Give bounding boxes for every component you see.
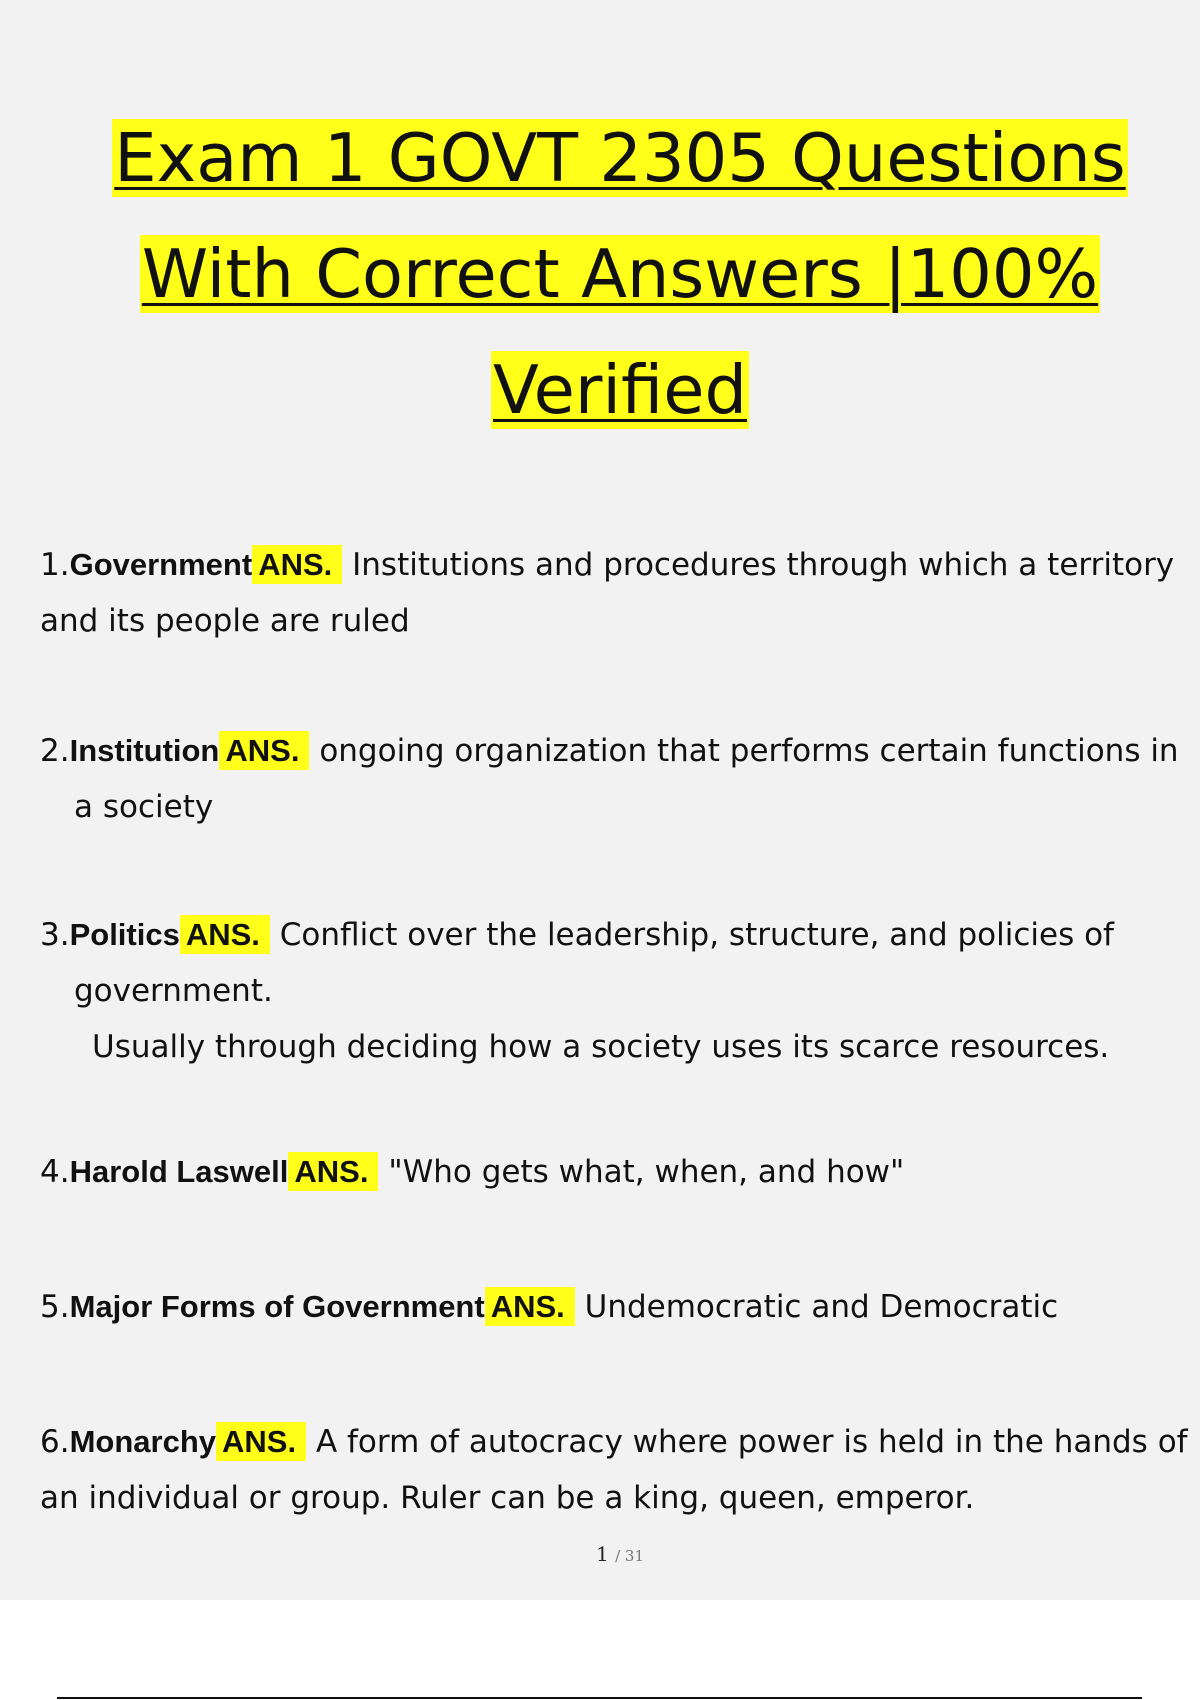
- answer-text: Conflict over the leadership, structure, and policies of government.: [74, 917, 1114, 1009]
- page-number: [0, 1542, 1200, 1566]
- question-term: Government: [69, 547, 253, 582]
- total-pages: / 31: [615, 1547, 644, 1565]
- answer-text: Institutions and procedures through which a territory and its people are ruled: [40, 547, 1175, 639]
- question-term: Harold Laswell: [69, 1154, 289, 1189]
- title-line-3: Verified: [493, 351, 747, 429]
- question-number: 6.: [40, 1424, 70, 1460]
- question-item-6: [40, 1414, 1190, 1526]
- answer-text: ongoing organization that performs certain functions in a society: [74, 733, 1179, 825]
- answer-label: ANS.: [180, 915, 270, 954]
- answer-label: ANS.: [252, 545, 342, 584]
- current-page: 1: [595, 1542, 609, 1566]
- title-line-2: With Correct Answers |100%: [141, 235, 1099, 313]
- answer-label: ANS.: [485, 1287, 575, 1326]
- next-page-divider: [57, 1697, 1142, 1699]
- question-item-1: [40, 537, 1190, 649]
- question-item-4: [40, 1144, 1190, 1200]
- answer-extra-text: Usually through deciding how a society uses its scarce resources.: [92, 1029, 1110, 1065]
- answer-text: "Who gets what, when, and how": [388, 1154, 905, 1190]
- question-term: Institution: [69, 733, 220, 768]
- question-term: Monarchy: [69, 1424, 216, 1459]
- question-number: 2.: [40, 733, 70, 769]
- question-number: 3.: [40, 917, 70, 953]
- question-item-2: [40, 723, 1190, 835]
- question-number: 5.: [40, 1289, 70, 1325]
- answer-label: ANS.: [219, 731, 309, 770]
- question-item-5: [40, 1279, 1190, 1335]
- title-line-1: Exam 1 GOVT 2305 Questions: [114, 119, 1126, 197]
- question-term: Politics: [69, 917, 180, 952]
- answer-label: ANS.: [216, 1422, 306, 1461]
- answer-label: ANS.: [288, 1152, 378, 1191]
- question-number: 1.: [40, 547, 70, 583]
- document-title: [60, 100, 1180, 448]
- question-number: 4.: [40, 1154, 70, 1190]
- answer-text: A form of autocracy where power is held in the hands of an individual or group. Ruler can be a king, queen, emperor.: [40, 1424, 1188, 1516]
- question-term: Major Forms of Government: [69, 1289, 485, 1324]
- question-item-3: [40, 907, 1190, 1075]
- answer-text: Undemocratic and Democratic: [584, 1289, 1059, 1325]
